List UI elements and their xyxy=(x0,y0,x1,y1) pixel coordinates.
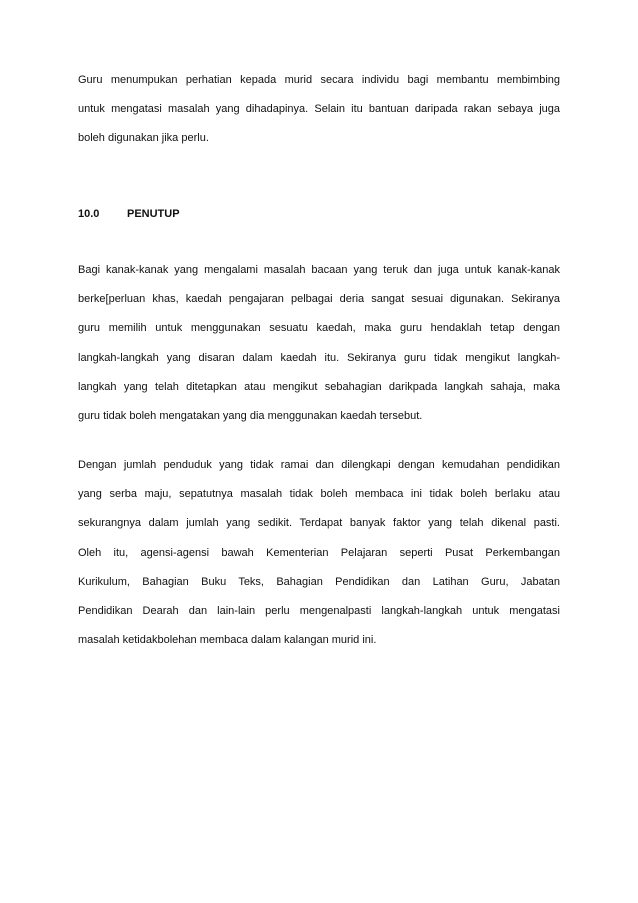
text-line: yang serba maju, sepatutnya masalah tidak boleh membaca ini tidak boleh berlaku atau xyxy=(78,488,560,501)
text-line: langkah-langkah yang disaran dalam kaedah itu. Sekiranya guru tidak mengikut langkah- xyxy=(78,351,560,364)
text-line: guru tidak boleh mengatakan yang dia menggunakan kaedah tersebut. xyxy=(78,409,423,422)
text-line: boleh digunakan jika perlu. xyxy=(78,132,209,145)
paragraph-intro xyxy=(78,66,560,154)
text-line: Pendidikan Dearah dan lain-lain perlu mengenalpasti langkah-langkah untuk mengatasi xyxy=(78,604,560,617)
text-line: berke[perluan khas, kaedah pengajaran pelbagai deria sangat sesuai digunakan. Sekiranya xyxy=(78,293,560,306)
text-line: langkah yang telah ditetapkan atau mengikut sebahagian darikpada langkah sahaja, maka xyxy=(78,380,560,393)
paragraph-closing-1 xyxy=(78,256,560,431)
section-title: PENUTUP xyxy=(127,208,180,220)
section-heading xyxy=(78,206,180,222)
text-line: guru memilih untuk menggunakan sesuatu kaedah, maka guru hendaklah tetap dengan xyxy=(78,322,560,335)
text-line: untuk mengatasi masalah yang dihadapinya. Selain itu bantuan daripada rakan sebaya juga xyxy=(78,103,560,116)
paragraph-closing-2 xyxy=(78,451,560,655)
section-number: 10.0 xyxy=(78,208,100,220)
text-line: Guru menumpukan perhatian kepada murid secara individu bagi membantu membimbing xyxy=(78,74,560,86)
text-line: Kurikulum, Bahagian Buku Teks, Bahagian Pendidikan dan Latihan Guru, Jabatan xyxy=(78,575,560,588)
text-line: Oleh itu, agensi-agensi bawah Kementerian Pelajaran seperti Pusat Perkembangan xyxy=(78,546,560,559)
text-line: masalah ketidakbolehan membaca dalam kalangan murid ini. xyxy=(78,634,377,647)
text-line: sekurangnya dalam jumlah yang sedikit. Terdapat banyak faktor yang telah dikenal pasti. xyxy=(78,517,560,530)
text-line: Dengan jumlah penduduk yang tidak ramai dan dilengkapi dengan kemudahan pendidikan xyxy=(78,459,560,471)
text-line: Bagi kanak-kanak yang mengalami masalah bacaan yang teruk dan juga untuk kanak-kanak xyxy=(78,264,560,276)
